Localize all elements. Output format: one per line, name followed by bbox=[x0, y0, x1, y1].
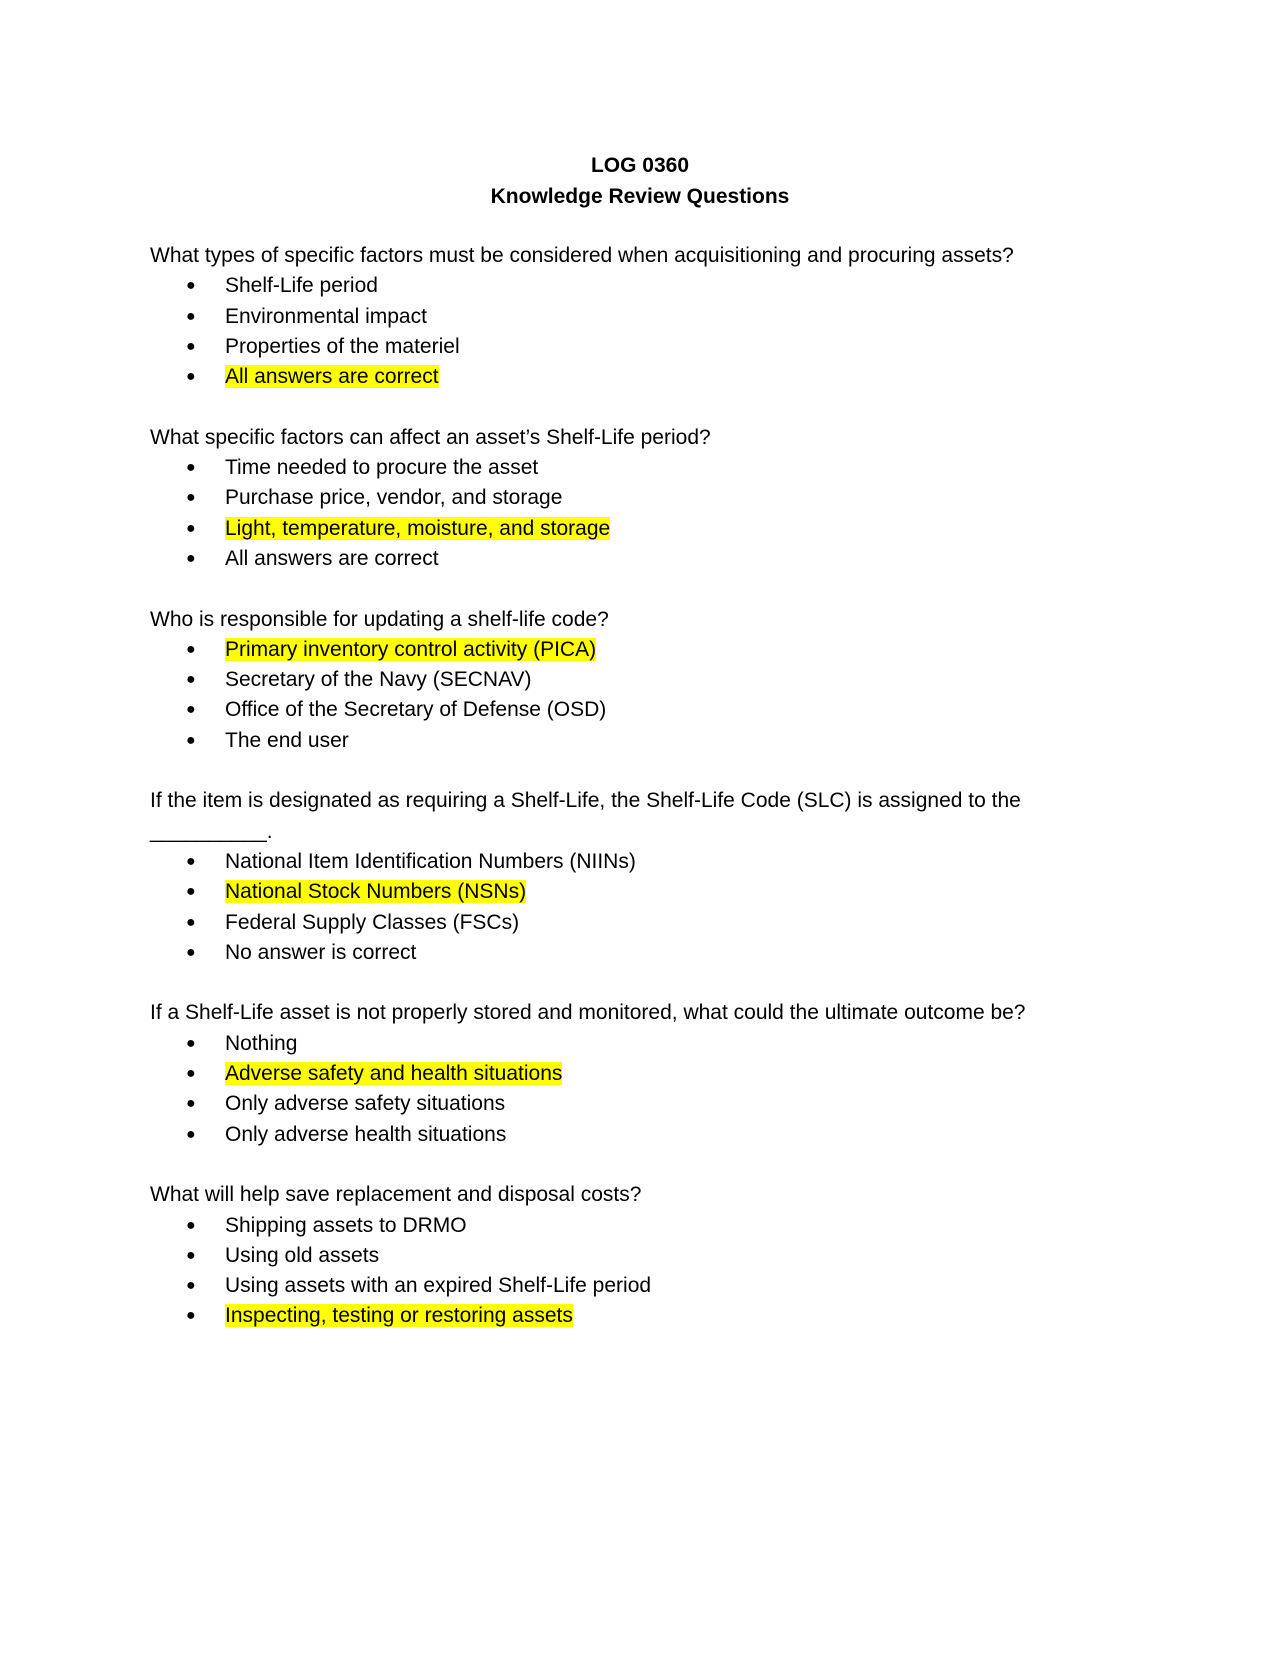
bullet-icon: ● bbox=[186, 1277, 196, 1295]
answer-option bbox=[150, 726, 1040, 756]
answer-text: Time needed to procure the asset bbox=[225, 456, 539, 480]
answer-text: All answers are correct bbox=[225, 546, 439, 570]
answer-option bbox=[150, 877, 1040, 907]
bullet-icon: ● bbox=[186, 368, 196, 386]
answer-option bbox=[150, 1241, 1040, 1271]
highlighted-answer-text: Inspecting, testing or restoring assets bbox=[225, 1304, 573, 1328]
bullet-icon: ● bbox=[186, 1125, 196, 1143]
bullet-icon: ● bbox=[186, 1216, 196, 1234]
answer-option bbox=[150, 635, 1040, 665]
question-text: What specific factors can affect an asset’s Shelf-Life period? bbox=[150, 425, 711, 449]
question-list bbox=[150, 241, 1040, 1362]
answer-text: Using old assets bbox=[225, 1243, 380, 1267]
question-block bbox=[150, 605, 1040, 756]
bullet-icon: ● bbox=[186, 307, 196, 325]
answer-option bbox=[150, 1120, 1040, 1150]
question-block bbox=[150, 998, 1040, 1149]
answer-text: Shelf-Life period bbox=[225, 274, 378, 298]
answer-option bbox=[150, 302, 1040, 332]
bullet-icon: ● bbox=[186, 1095, 196, 1113]
answer-option bbox=[150, 1211, 1040, 1241]
answer-option bbox=[150, 514, 1040, 544]
answer-text: The end user bbox=[225, 728, 349, 752]
answer-text: Nothing bbox=[225, 1031, 298, 1055]
bullet-icon: ● bbox=[186, 883, 196, 901]
document-title: Knowledge Review Questions bbox=[490, 185, 790, 208]
answer-text: No answer is correct bbox=[225, 940, 417, 964]
highlighted-answer-text: National Stock Numbers (NSNs) bbox=[225, 880, 527, 904]
answer-option bbox=[150, 1271, 1040, 1301]
answer-option bbox=[150, 271, 1040, 301]
answer-options bbox=[150, 635, 1040, 756]
answer-text: National Item Identification Numbers (NIINs) bbox=[225, 849, 636, 873]
bullet-icon: ● bbox=[186, 913, 196, 931]
answer-text: Secretary of the Navy (SECNAV) bbox=[225, 668, 532, 692]
bullet-icon: ● bbox=[186, 277, 196, 295]
bullet-icon: ● bbox=[186, 549, 196, 567]
answer-option bbox=[150, 695, 1040, 725]
answer-option bbox=[150, 1059, 1040, 1089]
question-block bbox=[150, 1180, 1040, 1331]
answer-text: Shipping assets to DRMO bbox=[225, 1213, 467, 1237]
question-block bbox=[150, 786, 1040, 968]
bullet-icon: ● bbox=[186, 459, 196, 477]
course-code: LOG 0360 bbox=[590, 154, 690, 177]
answer-text: Environmental impact bbox=[225, 304, 427, 328]
answer-text: Office of the Secretary of Defense (OSD) bbox=[225, 698, 607, 722]
bullet-icon: ● bbox=[186, 943, 196, 961]
question-text: If a Shelf-Life asset is not properly stored and monitored, what could the ultimate outcome be? bbox=[150, 1001, 1026, 1025]
bullet-icon: ● bbox=[186, 701, 196, 719]
highlighted-answer-text: Adverse safety and health situations bbox=[225, 1062, 563, 1086]
bullet-icon: ● bbox=[186, 852, 196, 870]
answer-option bbox=[150, 453, 1040, 483]
bullet-icon: ● bbox=[186, 1307, 196, 1325]
question-text: If the item is designated as requiring a Shelf-Life, the Shelf-Life Code (SLC) is assigned to the __________. bbox=[150, 789, 1021, 843]
answer-text: Federal Supply Classes (FSCs) bbox=[225, 910, 520, 934]
highlighted-answer-text: Primary inventory control activity (PICA) bbox=[225, 637, 597, 661]
bullet-icon: ● bbox=[186, 519, 196, 537]
question-text: Who is responsible for updating a shelf-life code? bbox=[150, 607, 609, 631]
answer-option bbox=[150, 362, 1040, 392]
question-text: What will help save replacement and disposal costs? bbox=[150, 1183, 642, 1207]
document-header bbox=[0, 150, 1280, 212]
question-block bbox=[150, 241, 1040, 392]
answer-option bbox=[150, 1301, 1040, 1331]
bullet-icon: ● bbox=[186, 337, 196, 355]
bullet-icon: ● bbox=[186, 671, 196, 689]
bullet-icon: ● bbox=[186, 489, 196, 507]
answer-text: Properties of the materiel bbox=[225, 334, 460, 358]
bullet-icon: ● bbox=[186, 1246, 196, 1264]
answer-options bbox=[150, 453, 1040, 574]
bullet-icon: ● bbox=[186, 1065, 196, 1083]
answer-text: Using assets with an expired Shelf-Life period bbox=[225, 1274, 652, 1298]
answer-options bbox=[150, 847, 1040, 968]
answer-option bbox=[150, 908, 1040, 938]
answer-text: Only adverse safety situations bbox=[225, 1092, 506, 1116]
bullet-icon: ● bbox=[186, 1034, 196, 1052]
answer-option bbox=[150, 1089, 1040, 1119]
highlighted-answer-text: Light, temperature, moisture, and storage bbox=[225, 516, 611, 540]
question-text: What types of specific factors must be considered when acquisitioning and procuring assets? bbox=[150, 244, 1014, 267]
highlighted-answer-text: All answers are correct bbox=[225, 365, 439, 389]
answer-option bbox=[150, 938, 1040, 968]
answer-option bbox=[150, 483, 1040, 513]
answer-text: Only adverse health situations bbox=[225, 1122, 507, 1146]
answer-option bbox=[150, 665, 1040, 695]
answer-option bbox=[150, 544, 1040, 574]
answer-text: Purchase price, vendor, and storage bbox=[225, 486, 563, 510]
answer-options bbox=[150, 1211, 1040, 1332]
question-block bbox=[150, 423, 1040, 574]
answer-option bbox=[150, 1029, 1040, 1059]
answer-option bbox=[150, 332, 1040, 362]
answer-option bbox=[150, 847, 1040, 877]
bullet-icon: ● bbox=[186, 731, 196, 749]
answer-options bbox=[150, 271, 1040, 392]
answer-options bbox=[150, 1029, 1040, 1150]
bullet-icon: ● bbox=[186, 640, 196, 658]
